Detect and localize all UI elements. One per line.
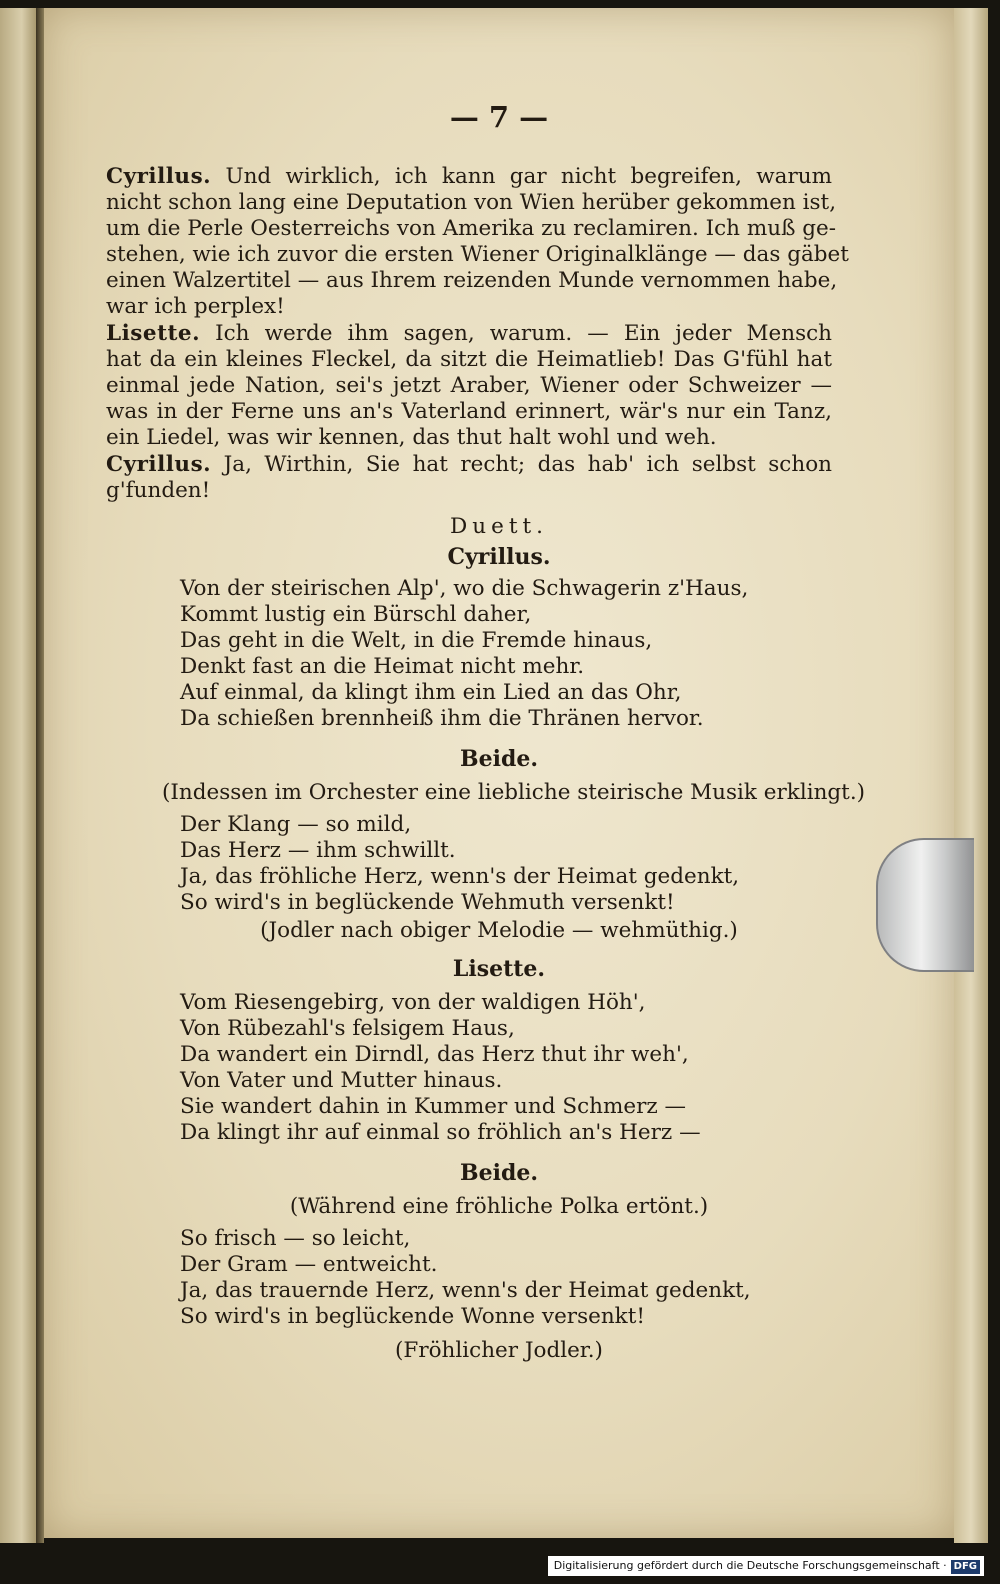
verse-line: So wird's in beglückende Wonne versenkt! [180, 1304, 645, 1329]
singer-heading: Beide. [460, 1160, 538, 1186]
dfg-logo: DFG [951, 1560, 980, 1574]
stage-direction: (Fröhlicher Jodler.) [395, 1338, 603, 1363]
verse-line: Der Gram — entweicht. [180, 1252, 438, 1277]
page-clip [876, 838, 974, 972]
page-stack-edge [954, 8, 988, 1543]
verse-line: Da wandert ein Dirndl, das Herz thut ihr weh', [180, 1042, 689, 1067]
text-line [106, 452, 832, 478]
stage-direction: (Während eine fröhliche Polka ertönt.) [289, 1194, 709, 1219]
verse-line: Das geht in die Welt, in die Fremde hinaus, [180, 628, 653, 653]
singer-heading: Cyrillus. [447, 544, 551, 570]
speech: Ja, Wirthin, Sie hat recht; das hab' ich selbst schon [211, 452, 832, 477]
verse-line: Von der steirischen Alp', wo die Schwagerin z'Haus, [180, 576, 749, 601]
text-line: war ich perplex! [106, 294, 285, 319]
stage-direction: (Jodler nach obiger Melodie — wehmüthig.) [260, 918, 738, 943]
text-line: ein Liedel, was wir kennen, das thut halt wohl und weh. [106, 425, 717, 450]
text-line: nicht schon lang eine Deputation von Wien herüber gekommen ist, [106, 190, 837, 215]
text-line: was in der Ferne uns an's Vaterland erinnert, wär's nur ein Tanz, [106, 399, 832, 424]
verse-line: Da klingt ihr auf einmal so fröhlich an's Herz — [180, 1120, 701, 1145]
text-line: um die Perle Oesterreichs von Amerika zu reclamiren. Ich muß ge- [106, 216, 837, 241]
verse-line: Auf einmal, da klingt ihm ein Lied an das Ohr, [180, 680, 682, 705]
verse-line: Ja, das trauernde Herz, wenn's der Heimat gedenkt, [180, 1278, 751, 1303]
singer-heading: Lisette. [452, 956, 546, 982]
verse-line: Kommt lustig ein Bürschl daher, [180, 602, 532, 627]
book-page [44, 8, 954, 1538]
verse-line: Vom Riesengebirg, von der waldigen Höh', [180, 990, 646, 1015]
digitization-footer [548, 1556, 984, 1576]
section-title: Duett. [450, 514, 548, 539]
speech: Und wirklich, ich kann gar nicht begreifen, warum [211, 164, 832, 189]
verse-line: Denkt fast an die Heimat nicht mehr. [180, 654, 585, 679]
facing-page-edge [0, 8, 36, 1543]
speaker-name: Cyrillus. [106, 164, 212, 189]
verse-line: So frisch — so leicht, [180, 1226, 411, 1251]
page-number: — 7 — [449, 100, 549, 134]
text-line: stehen, wie ich zuvor die ersten Wiener Originalklänge — das gäbet [106, 242, 849, 267]
text-line: einen Walzertitel — aus Ihrem reizenden Munde vernommen habe, [106, 268, 838, 293]
verse-line: Von Rübezahl's felsigem Haus, [180, 1016, 515, 1041]
speech: Ich werde ihm sagen, warum. — Ein jeder Mensch [200, 321, 832, 346]
verse-line: Von Vater und Mutter hinaus. [180, 1068, 503, 1093]
verse-line: Ja, das fröhliche Herz, wenn's der Heimat gedenkt, [180, 864, 740, 889]
text-line: g'funden! [106, 478, 211, 503]
text-line: hat da ein kleines Fleckel, da sitzt die Heimatlieb! Das G'fühl hat [106, 347, 832, 372]
text-line [106, 164, 832, 190]
verse-line: Da schießen brennheiß ihm die Thränen hervor. [180, 706, 704, 731]
book-gutter [36, 8, 44, 1543]
text-line [106, 321, 832, 347]
verse-line: Sie wandert dahin in Kummer und Schmerz — [180, 1094, 687, 1119]
page-text [44, 8, 954, 1538]
singer-heading: Beide. [460, 746, 538, 772]
speaker-name: Cyrillus. [106, 452, 212, 477]
verse-line: So wird's in beglückende Wehmuth versenkt! [180, 890, 675, 915]
footer-text: Digitalisierung gefördert durch die Deutsche Forschungsgemeinschaft · [553, 1559, 947, 1572]
speaker-name: Lisette. [106, 321, 201, 346]
verse-line: Das Herz — ihm schwillt. [180, 838, 456, 863]
stage-direction: (Indessen im Orchester eine liebliche steirische Musik erklingt.) [162, 780, 866, 805]
verse-line: Der Klang — so mild, [180, 812, 412, 837]
text-line: einmal jede Nation, sei's jetzt Araber, Wiener oder Schweizer — [106, 373, 832, 398]
